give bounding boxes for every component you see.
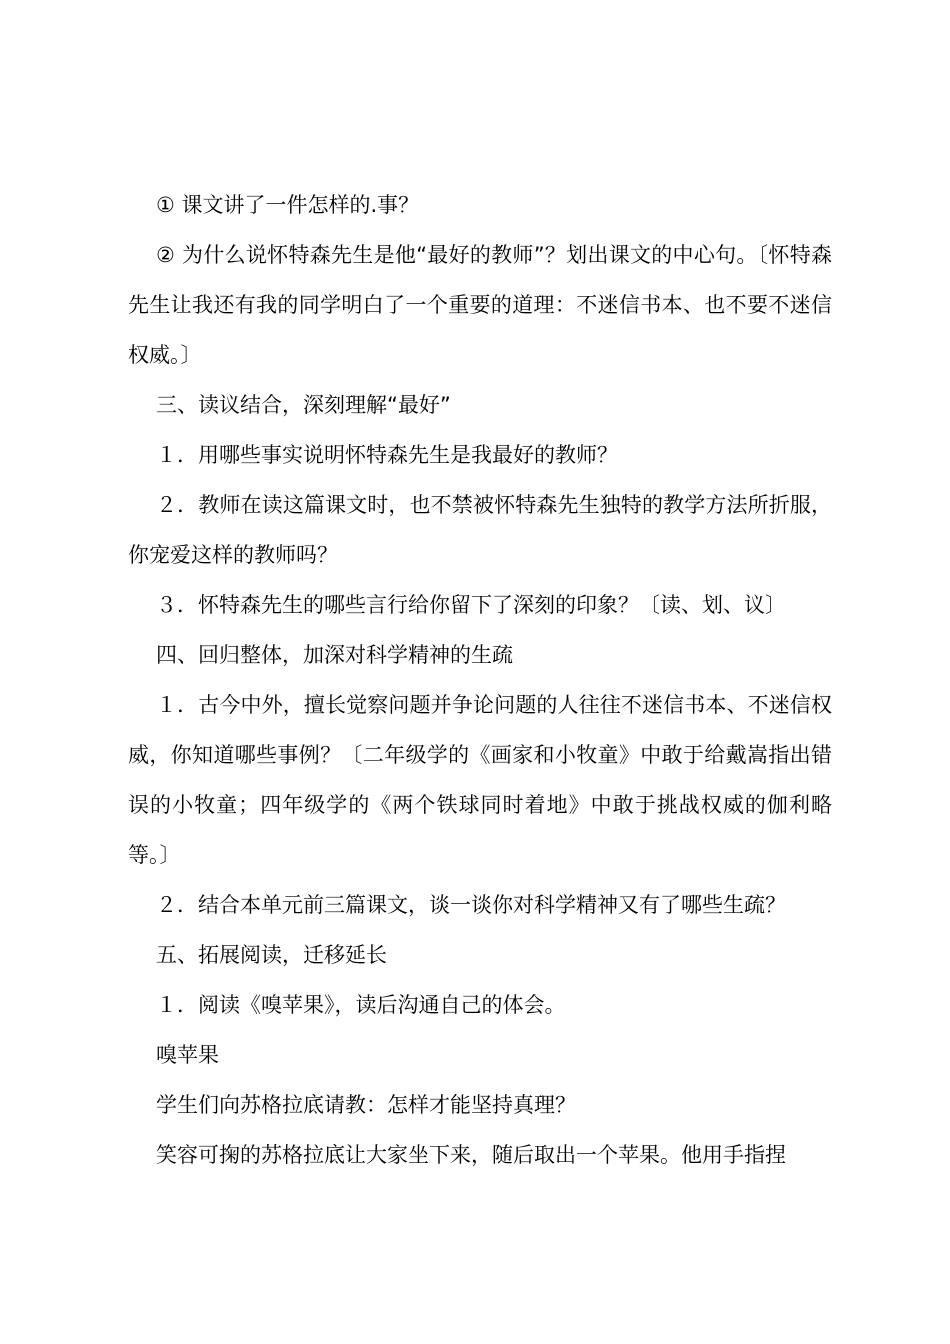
story-title: 嗅苹果 bbox=[156, 1043, 219, 1067]
story-paragraph-2: 笑容可掬的苏格拉底让大家坐下来，随后取出一个苹果。他用手指捏 bbox=[156, 1143, 786, 1167]
story-paragraph-1: 学生们向苏格拉底请教：怎样才能坚持真理？ bbox=[156, 1093, 576, 1117]
section-4-item-2: ２．结合本单元前三篇课文，谈一谈你对科学精神又有了哪些生疏？ bbox=[156, 893, 786, 917]
section-heading-5: 五、拓展阅读，迁移延长 bbox=[156, 943, 387, 967]
question-paragraph-2: ② 为什么说怀特森先生是他“最好的教师”？划出课文的中心句。〔怀特森先生让我还有我的同学明白了一个重要的道理：不迷信书本、也不要不迷信权威。〕 bbox=[128, 243, 832, 367]
section-4-item-1: １．古今中外，擅长觉察问题并争论问题的人往往不迷信书本、不迷信权威，你知道哪些事例？〔二年级学的《画家和小牧童》中敢于给戴嵩指出错误的小牧童；四年级学的《两个铁球同时着地》中敢于挑战权威的伽利略等。〕 bbox=[128, 693, 832, 867]
document-body bbox=[128, 180, 832, 1180]
question-paragraph-1: ① 课文讲了一件怎样的.事？ bbox=[156, 193, 420, 217]
section-3-item-1: １．用哪些事实说明怀特森先生是我最好的教师？ bbox=[156, 443, 618, 467]
section-5-item-1: １．阅读《嗅苹果》，读后沟通自己的体会。 bbox=[156, 993, 566, 1017]
section-heading-3: 三、读议结合，深刻理解“最好” bbox=[156, 393, 451, 417]
section-heading-4: 四、回归整体，加深对科学精神的生疏 bbox=[156, 643, 513, 667]
section-3-item-3: ３．怀特森先生的哪些言行给你留下了深刻的印象？〔读、划、议〕 bbox=[156, 593, 786, 617]
section-3-item-2: ２．教师在读这篇课文时，也不禁被怀特森先生独特的教学方法所折服，你宠爱这样的教师吗？ bbox=[128, 493, 832, 567]
